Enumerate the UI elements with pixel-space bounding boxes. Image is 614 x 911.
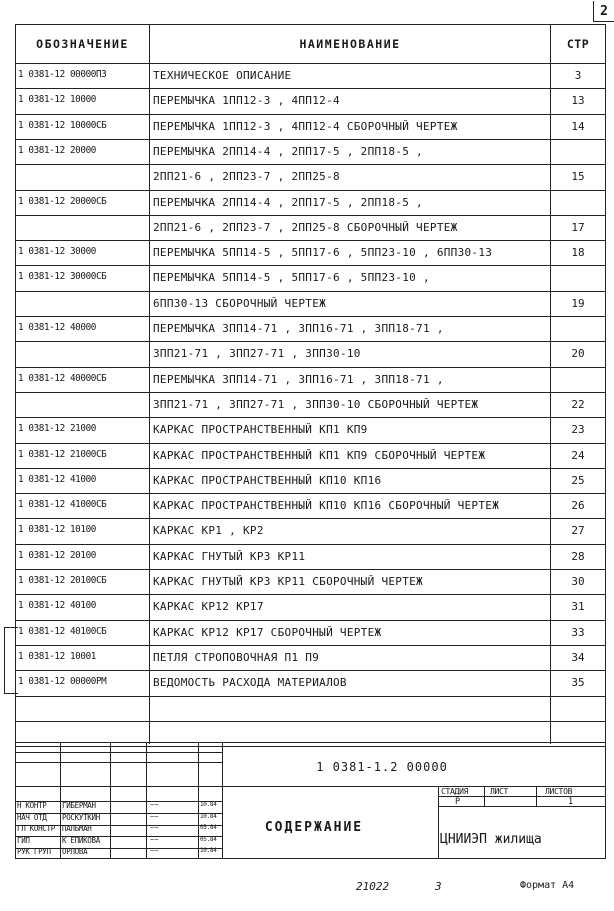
row-divider <box>16 569 605 570</box>
row-page: 26 <box>571 499 585 513</box>
signature: ~~ <box>150 801 159 809</box>
row-divider <box>16 645 605 646</box>
row-name: ПЕРЕМЫЧКА 5ПП14-5 , 5ПП17-6 , 5ПП23-10 , <box>153 271 430 285</box>
column-divider <box>149 25 150 744</box>
row-divider <box>16 417 605 418</box>
staff-role: РУК ГРУП <box>17 847 51 856</box>
row-designation: 1 0381-12 00000РМ <box>18 676 107 688</box>
staff-role: ГИП <box>17 835 30 845</box>
row-divider <box>16 190 605 191</box>
inventory-number: 21022 <box>356 880 390 893</box>
row-designation: 1 0381-12 10001 <box>18 650 96 662</box>
sheets-label: ЛИСТОВ <box>545 787 573 796</box>
row-designation: 1 0381-12 30000СБ <box>18 271 107 283</box>
row-designation: 1 0381-12 10000 <box>18 94 96 106</box>
row-designation: 1 0381-12 40000СБ <box>18 372 107 384</box>
footer-sheet: 3 <box>435 880 442 893</box>
row-designation: 1 0381-12 21000СБ <box>18 448 107 460</box>
sheet-number: 2 <box>593 1 614 22</box>
row-name: 2ПП21-6 , 2ПП23-7 , 2ПП25-8 СБОРОЧНЫЙ ЧЕРТЕЖ <box>153 220 458 234</box>
row-divider <box>16 670 605 671</box>
row-name: КАРКАС ГНУТЫЙ КР3 КР11 <box>153 549 306 563</box>
stamp-line <box>438 796 606 797</box>
row-designation: 1 0381-12 20100 <box>18 549 96 561</box>
row-name: КАРКАС ГНУТЫЙ КР3 КР11 СБОРОЧНЫЙ ЧЕРТЕЖ <box>153 575 423 588</box>
row-name: ВЕДОМОСТЬ РАСХОДА МАТЕРИАЛОВ <box>153 676 347 690</box>
row-page: 18 <box>571 246 585 260</box>
margin-mark <box>4 693 18 694</box>
row-divider <box>16 240 605 241</box>
stamp-line <box>15 752 222 753</box>
row-page: 31 <box>571 600 585 614</box>
stamp-line <box>15 836 222 837</box>
row-designation: 1 0381-12 21000 <box>18 423 96 435</box>
row-name: КАРКАС ПРОСТРАНСТВЕННЫЙ КП1 КП9 <box>153 423 368 437</box>
row-page: 35 <box>571 676 585 690</box>
row-page: 3 <box>574 69 582 82</box>
row-divider <box>16 291 605 292</box>
row-designation: 1 0381-12 41000СБ <box>18 499 107 511</box>
staff-name: ГИБЕРМАН <box>62 801 96 810</box>
signature: ~~ <box>150 847 159 855</box>
row-page: 30 <box>571 575 585 588</box>
paper-format: Формат А4 <box>520 880 575 891</box>
row-divider <box>16 620 605 621</box>
row-divider <box>16 88 605 89</box>
row-page: 20 <box>571 347 585 361</box>
row-designation: 1 0381-12 30000 <box>18 246 96 258</box>
stamp-line <box>438 806 606 807</box>
row-designation: 1 0381-12 40100СБ <box>18 625 107 637</box>
header-page: СТР <box>566 37 590 51</box>
row-name: 6ПП30-13 СБОРОЧНЫЙ ЧЕРТЕЖ <box>153 296 327 310</box>
row-page: 24 <box>571 448 585 462</box>
row-designation: 1 0381-12 40000 <box>18 322 96 333</box>
row-divider <box>16 721 605 722</box>
row-name: ПЕРЕМЫЧКА 3ПП14-71 , 3ПП16-71 , 3ПП18-71 , <box>153 322 444 335</box>
row-name: КАРКАС ПРОСТРАНСТВЕННЫЙ КП1 КП9 СБОРОЧНЫЙ ЧЕРТЕЖ <box>153 448 486 462</box>
row-name: 2ПП21-6 , 2ПП23-7 , 2ПП25-8 <box>153 170 340 184</box>
row-divider <box>16 367 605 368</box>
row-page: 33 <box>571 625 585 639</box>
contents-table <box>15 24 606 859</box>
row-designation: 1 0381-12 10000СБ <box>18 119 107 131</box>
stamp-top-line <box>15 742 606 743</box>
row-page: 19 <box>571 296 585 310</box>
row-divider <box>16 493 605 494</box>
row-divider <box>16 164 605 165</box>
row-name: ПЕРЕМЫЧКА 2ПП14-4 , 2ПП17-5 , 2ПП18-5 , <box>153 144 423 158</box>
row-name: ТЕХНИЧЕСКОЕ ОПИСАНИЕ <box>153 69 292 82</box>
sheet-label: ЛИСТ <box>490 787 509 796</box>
row-divider <box>16 443 605 444</box>
row-divider <box>16 696 605 697</box>
row-divider <box>16 265 605 266</box>
row-divider <box>16 544 605 545</box>
row-divider <box>16 746 605 747</box>
row-page: 14 <box>571 119 585 133</box>
row-page: 28 <box>571 549 585 563</box>
row-page: 13 <box>571 94 585 108</box>
row-name: 3ПП21-71 , 3ПП27-71 , 3ПП30-10 СБОРОЧНЫЙ ЧЕРТЕЖ <box>153 397 479 411</box>
row-divider <box>16 139 605 140</box>
row-divider <box>16 114 605 115</box>
row-name: КАРКАС КР1 , КР2 <box>153 524 264 538</box>
signature: ~~ <box>150 835 159 844</box>
row-designation: 1 0381-12 41000 <box>18 473 96 485</box>
signature: ~~ <box>150 824 159 832</box>
row-page: 17 <box>571 220 585 234</box>
document-code: 1 0381-1.2 00000 <box>316 760 448 774</box>
row-divider <box>16 392 605 393</box>
staff-role: ГЛ КОНСТР <box>17 824 55 833</box>
row-divider <box>16 518 605 519</box>
drawing-title: СОДЕРЖАНИЕ <box>264 820 364 835</box>
row-page: 34 <box>571 650 585 664</box>
staff-name: ОРЛОВА <box>62 847 88 856</box>
staff-date: 10.84 <box>200 801 217 808</box>
row-divider <box>16 468 605 469</box>
staff-date: 05.84 <box>200 835 217 843</box>
row-name: КАРКАС ПРОСТРАНСТВЕННЫЙ КП10 КП16 СБОРОЧНЫЙ ЧЕРТЕЖ <box>153 499 500 513</box>
staff-name: ПАЛЬМАН <box>62 824 92 833</box>
row-designation: 1 0381-12 10100 <box>18 524 96 536</box>
row-name: 3ПП21-71 , 3ПП27-71 , 3ПП30-10 <box>153 347 361 361</box>
row-page: 27 <box>571 524 585 538</box>
organization: ЦНИИЭП жилища <box>440 832 542 847</box>
header-divider <box>16 63 605 64</box>
row-designation: 1 0381-12 20100СБ <box>18 575 107 586</box>
row-divider <box>16 316 605 317</box>
header-name: НАИМЕНОВАНИЕ <box>299 37 401 51</box>
stamp-divider <box>222 742 223 859</box>
row-designation: 1 0381-12 20000 <box>18 144 96 156</box>
row-name: ПЕРЕМЫЧКА 5ПП14-5 , 5ПП17-6 , 5ПП23-10 , 6ПП30-13 <box>153 246 493 260</box>
staff-name: РОСКУТКИН <box>62 812 100 822</box>
row-name: КАРКАС ПРОСТРАНСТВЕННЫЙ КП10 КП16 <box>153 473 382 487</box>
row-designation: 1 0381-12 40100 <box>18 600 96 612</box>
row-page: 15 <box>571 170 585 184</box>
staff-date: 10.84 <box>200 847 217 854</box>
staff-date: 10.84 <box>200 812 217 820</box>
stamp-line <box>15 786 606 787</box>
row-divider <box>16 594 605 595</box>
row-name: ПЕРЕМЫЧКА 1ПП12-3 , 4ПП12-4 <box>153 94 340 108</box>
row-page: 25 <box>571 473 585 487</box>
stamp-line <box>15 762 222 763</box>
row-name: ПЕТЛЯ СТРОПОВОЧНАЯ П1 П9 <box>153 650 320 664</box>
margin-mark <box>4 627 18 628</box>
column-divider <box>550 25 551 744</box>
row-page: 22 <box>571 397 585 411</box>
staff-name: К ЕПИКОВА <box>62 835 100 845</box>
staff-date: 05.84 <box>200 824 217 831</box>
row-page: 23 <box>571 423 585 437</box>
staff-role: НАЧ ОТД <box>17 812 47 822</box>
row-name: ПЕРЕМЫЧКА 2ПП14-4 , 2ПП17-5 , 2ПП18-5 , <box>153 195 423 209</box>
stage-label: СТАДИЯ <box>441 787 469 796</box>
signature: ~~ <box>150 812 159 821</box>
row-divider <box>16 341 605 342</box>
row-name: ПЕРЕМЫЧКА 3ПП14-71 , 3ПП16-71 , 3ПП18-71 , <box>153 372 444 386</box>
margin-mark <box>4 627 5 693</box>
stage-value: Р <box>455 797 460 807</box>
row-designation: 1 0381-12 20000СБ <box>18 195 107 207</box>
sheets-value: 1 <box>568 797 573 807</box>
staff-role: Н КОНТР <box>17 801 47 810</box>
row-name: КАРКАС КР12 КР17 <box>153 600 264 614</box>
row-name: ПЕРЕМЫЧКА 1ПП12-3 , 4ПП12-4 СБОРОЧНЫЙ ЧЕРТЕЖ <box>153 119 458 133</box>
row-name: КАРКАС КР12 КР17 СБОРОЧНЫЙ ЧЕРТЕЖ <box>153 625 382 639</box>
row-divider <box>16 215 605 216</box>
header-designation: ОБОЗНАЧЕНИЕ <box>36 37 129 51</box>
row-designation: 1 0381-12 00000ПЗ <box>18 69 107 80</box>
